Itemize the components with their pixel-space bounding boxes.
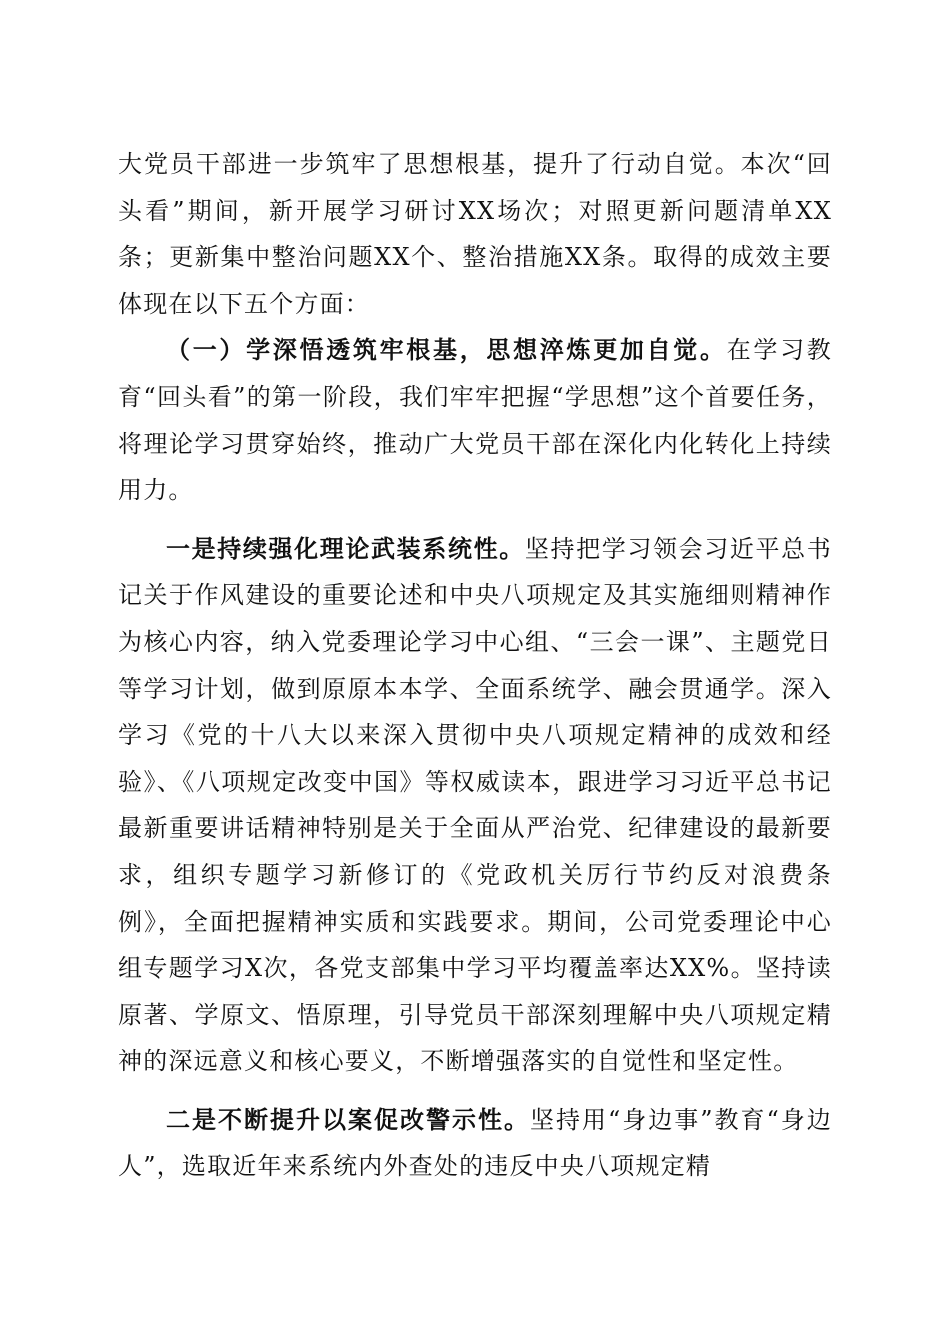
paragraph-text: 坚持用“身边事”教育“身边人”，选取近年来系统内外查处的违反中央八项规定精: [118, 1105, 832, 1181]
document-body: [118, 141, 832, 1190]
point-heading: 一是持续强化理论武装系统性。: [166, 533, 525, 563]
paragraph-text: 在学习教育“回头看”的第一阶段，我们牢牢把握“学思想”这个首要任务，将理论学习贯穿始终，推动广大党员干部在深化内化转化上持续用力。: [118, 336, 832, 505]
paragraph-text: 坚持把学习领会习近平总书记关于作风建设的重要论述和中央八项规定及其实施细则精神作为核心内容，纳入党委理论学习中心组、“三会一课”、主题党日等学习计划，做到原原本本学、全面系统学、融会贯通学。深入学习《党的十八大以来深入贯彻中央八项规定精神的成效和经验》、《八项规定改变中国》等权威读本，跟进学习习近平总书记最新重要讲话精神特别是关于全面从严治党、纪律建设的最新要求，组织专题学习新修订的《党政机关厉行节约反对浪费条例》，全面把握精神实质和实践要求。期间，公司党委理论中心组专题学习X次，各党支部集中学习平均覆盖率达XX%。坚持读原著、学原文、悟原理，引导党员干部深刻理解中央八项规定精神的深远意义和核心要义，不断增强落实的自觉性和坚定性。: [118, 534, 832, 1076]
section-heading: （一）学深悟透筑牢根基，思想淬炼更加自觉。: [166, 335, 727, 365]
point-heading: 二是不断提升以案促改警示性。: [166, 1104, 530, 1134]
paragraph-intro-continuation: [118, 141, 832, 327]
paragraph-section-one: [118, 327, 832, 513]
paragraph-point-one: [118, 526, 832, 1085]
paragraph-text: 大党员干部进一步筑牢了思想根基，提升了行动自觉。本次“回头看”期间，新开展学习研讨XX场次；对照更新问题清单XX条；更新集中整治问题XX个、整治措施XX条。取得的成效主要体现在以下五个方面：: [118, 150, 832, 318]
paragraph-point-two: [118, 1097, 832, 1190]
